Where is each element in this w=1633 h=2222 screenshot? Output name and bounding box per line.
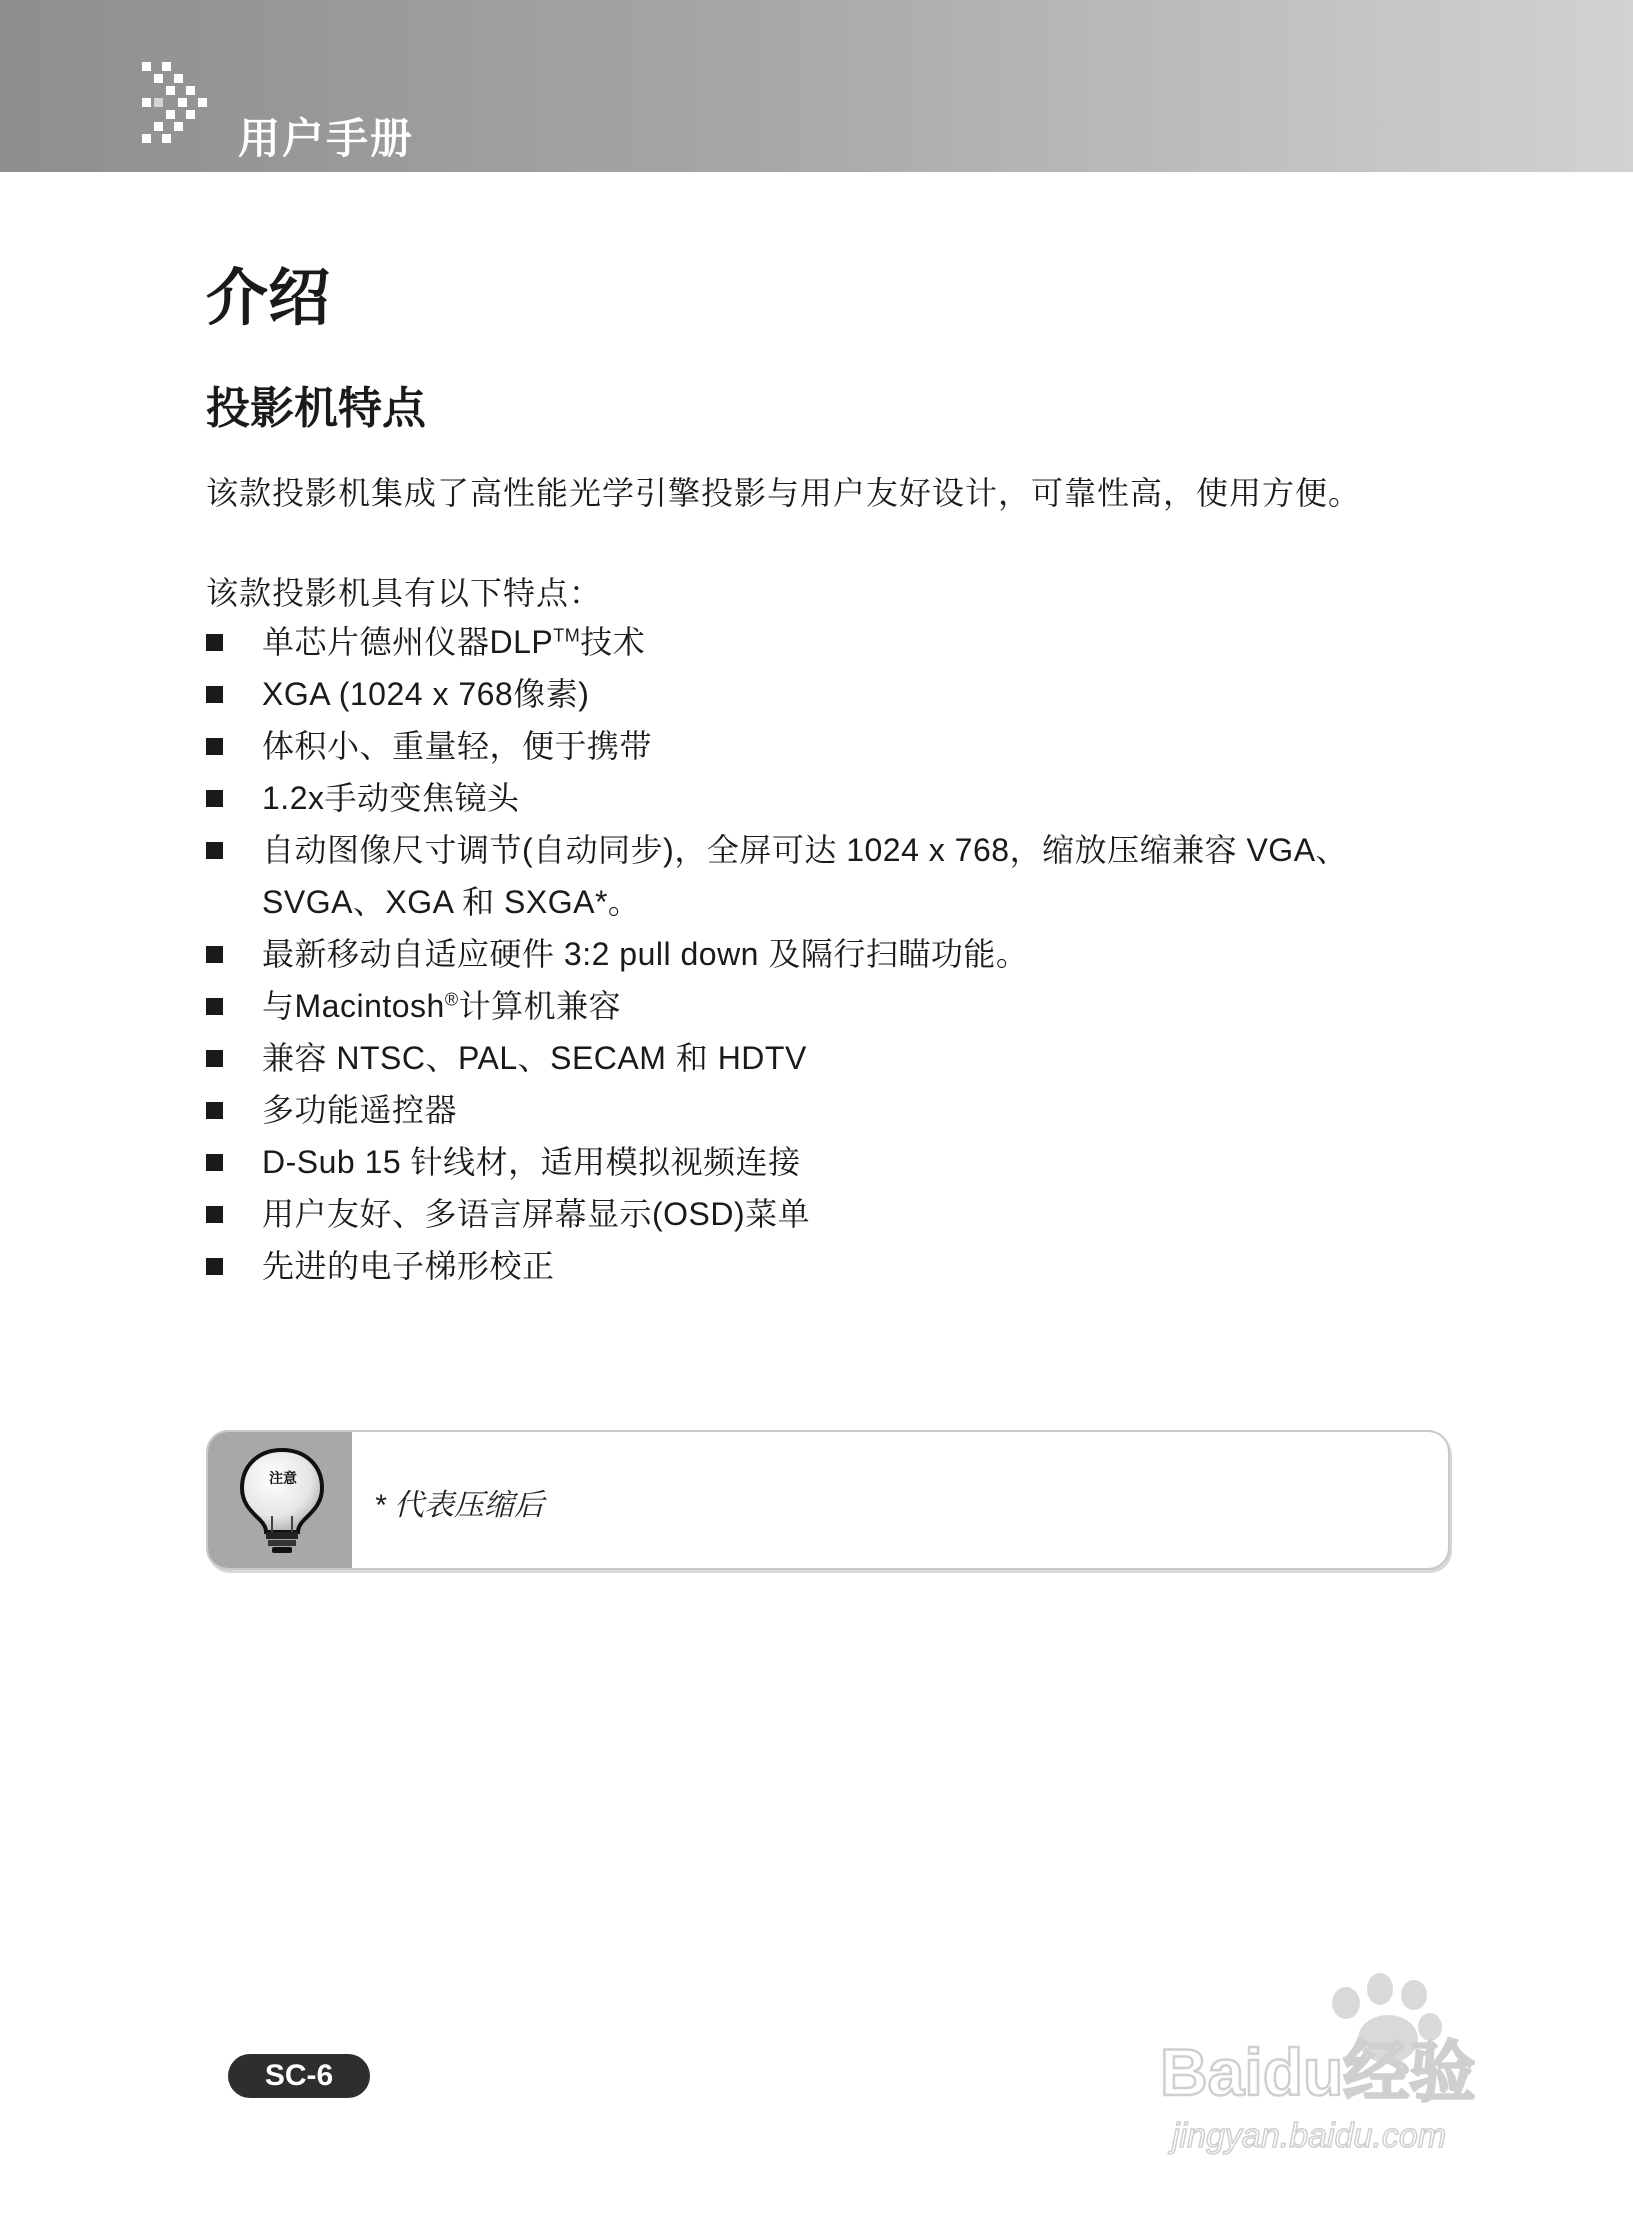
list-item xyxy=(206,772,1506,824)
lightbulb-icon xyxy=(236,1446,328,1556)
feature-text: 用户友好、多语言屏幕显示(OSD)菜单 xyxy=(262,1196,811,1232)
bullet-icon xyxy=(206,1050,223,1067)
list-item xyxy=(206,1188,1506,1240)
double-chevron-icon xyxy=(142,62,216,150)
bullet-icon xyxy=(206,686,223,703)
feature-text: 先进的电子梯形校正 xyxy=(262,1248,555,1284)
watermark-url: jingyan.baidu.com xyxy=(1172,2117,1447,2155)
bullet-icon xyxy=(206,1102,223,1119)
header-title: 用户手册 xyxy=(238,115,415,162)
note-box xyxy=(206,1430,1450,1570)
feature-text: 与Macintosh xyxy=(262,988,445,1024)
note-icon-panel xyxy=(208,1432,352,1568)
feature-text-after: 计算机兼容 xyxy=(458,988,622,1024)
list-item xyxy=(206,1084,1506,1136)
note-text: * 代表压缩后 xyxy=(374,1489,545,1522)
section-title: 投影机特点 xyxy=(206,384,426,433)
bullet-icon xyxy=(206,946,223,963)
list-item xyxy=(206,928,1506,980)
bullet-icon xyxy=(206,634,223,651)
feature-text: 兼容 NTSC、PAL、SECAM 和 HDTV xyxy=(262,1040,807,1076)
list-item xyxy=(206,720,1506,772)
list-item xyxy=(206,616,1506,668)
feature-text: 1.2x手动变焦镜头 xyxy=(262,780,520,816)
registered-mark: ® xyxy=(444,989,459,1010)
feature-text-after: 技术 xyxy=(580,624,646,660)
bullet-icon xyxy=(206,998,223,1015)
baidu-watermark xyxy=(1150,1965,1545,2165)
bullet-icon xyxy=(206,842,223,859)
feature-text: 自动图像尺寸调节(自动同步)，全屏可达 1024 x 768，缩放压缩兼容 VGA、 xyxy=(262,832,1349,868)
list-item xyxy=(206,1240,1506,1292)
list-item xyxy=(206,1136,1506,1188)
page-header xyxy=(0,0,1633,172)
list-item xyxy=(206,980,1506,1032)
bullet-icon xyxy=(206,1154,223,1171)
bullet-icon xyxy=(206,738,223,755)
page-number-badge: SC-6 xyxy=(228,2054,370,2098)
intro-paragraph: 该款投影机集成了高性能光学引擎投影与用户友好设计，可靠性高，使用方便。 xyxy=(206,475,1362,511)
list-item xyxy=(206,824,1506,928)
bullet-icon xyxy=(206,790,223,807)
list-item xyxy=(206,1032,1506,1084)
trademark-mark: TM xyxy=(553,625,581,646)
watermark-brand: Baidu经验 xyxy=(1160,2035,1476,2109)
note-icon-label: 注意 xyxy=(269,1471,297,1487)
feature-text-continuation: SVGA、XGA 和 SXGA*。 xyxy=(262,884,641,920)
page-title: 介绍 xyxy=(206,264,331,333)
feature-text: 多功能遥控器 xyxy=(262,1092,458,1128)
bullet-icon xyxy=(206,1206,223,1223)
feature-list xyxy=(206,616,1506,1292)
list-item xyxy=(206,668,1506,720)
feature-text: 最新移动自适应硬件 3:2 pull down 及隔行扫瞄功能。 xyxy=(262,936,1029,972)
bullet-icon xyxy=(206,1258,223,1275)
feature-text: D-Sub 15 针线材，适用模拟视频连接 xyxy=(262,1144,801,1180)
features-lead: 该款投影机具有以下特点： xyxy=(206,575,603,611)
feature-text: 体积小、重量轻，便于携带 xyxy=(262,728,653,764)
feature-text: XGA (1024 x 768像素) xyxy=(262,676,590,712)
feature-text: 单芯片德州仪器DLP xyxy=(262,624,554,660)
